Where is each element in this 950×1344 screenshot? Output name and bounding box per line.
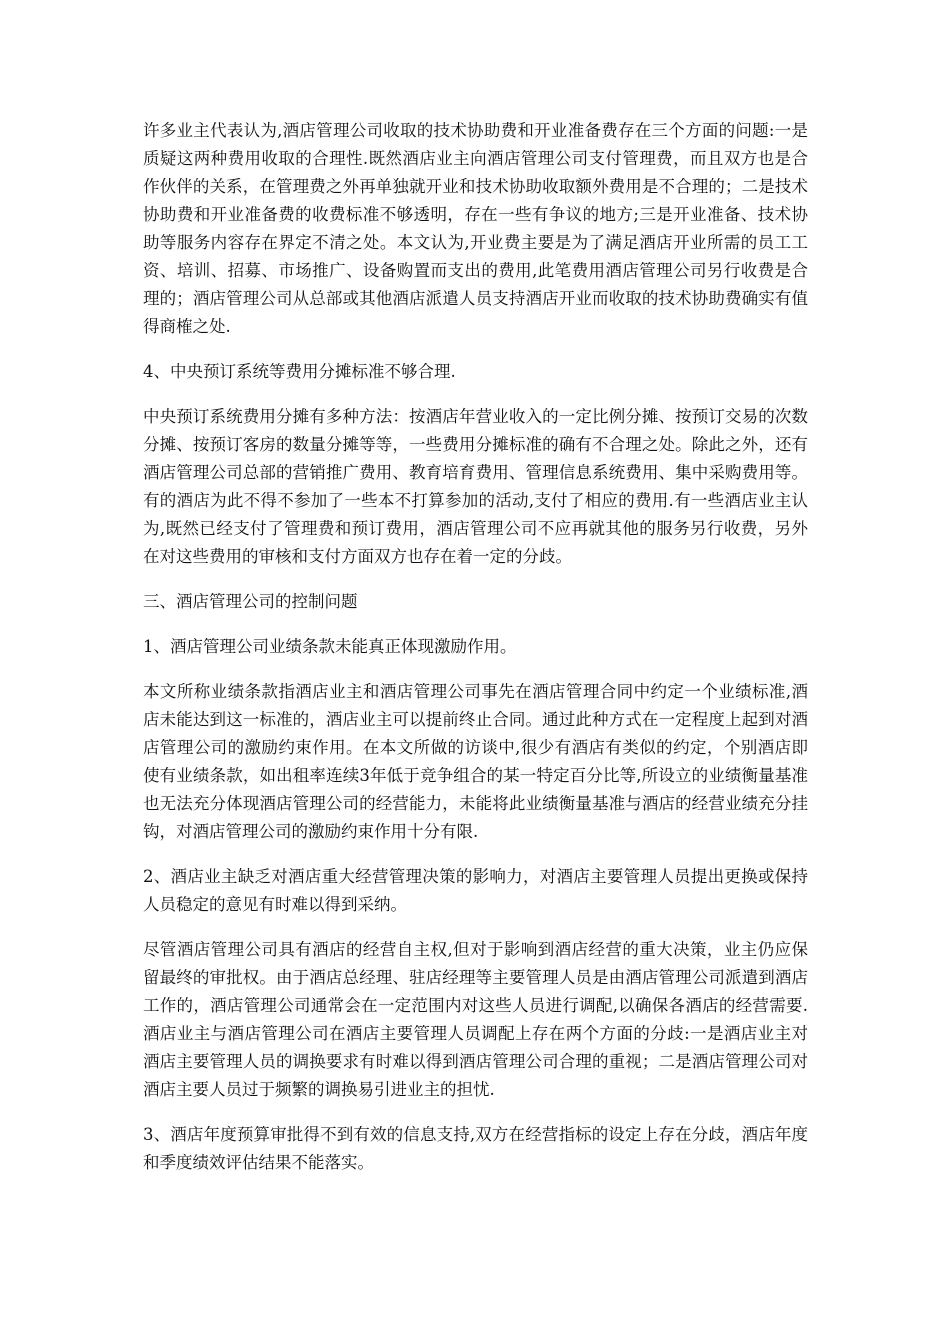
document-body [143,117,808,1194]
heading-owner-influence: 2、酒店业主缺乏对酒店重大经营管理决策的影响力，对酒店主要管理人员提出更换或保持人员稳定的意见有时难以得到采纳。 [143,867,808,914]
heading-annual-budget: 3、酒店年度预算审批得不到有效的信息支持,双方在经营指标的设定上存在分歧，酒店年度和季度绩效评估结果不能落实。 [143,1125,808,1172]
section-heading-control-issues: 三、酒店管理公司的控制问题 [143,592,358,611]
paragraph-central-reservation-fees: 中央预订系统费用分摊有多种方法：按酒店年营业收入的一定比例分摊、按预订交易的次数分摊、按预订客房的数量分摊等等，一些费用分摊标准的确有不合理之处。除此之外，还有酒店管理公司总部的营销推广费用、教育培育费用、管理信息系统费用、集中采购费用等。有的酒店为此不得不参加了一些本不打算参加的活动,支付了相应的费用.有一些酒店业主认为,既然已经支付了管理费和预订费用，酒店管理公司不应再就其他的服务另行收费，另外在对这些费用的审核和支付方面双方也存在着一定的分歧。 [143,407,808,566]
heading-performance-clause: 1、酒店管理公司业绩条款未能真正体现激励作用。 [143,637,517,656]
paragraph-performance-clause: 本文所称业绩条款指酒店业主和酒店管理公司事先在酒店管理合同中约定一个业绩标准,酒店未能达到这一标准的，酒店业主可以提前终止合同。通过此种方式在一定程度上起到对酒店管理公司的激励约束作用。在本文所做的访谈中,很少有酒店有类似的约定，个别酒店即使有业绩条款，如出租率连续3年低于竞争组合的某一特定百分比等,所设立的业绩衡量基准也无法充分体现酒店管理公司的经营能力，未能将此业绩衡量基准与酒店的经营业绩充分挂钩，对酒店管理公司的激励约束作用十分有限. [143,682,808,841]
paragraph-owner-influence: 尽管酒店管理公司具有酒店的经营自主权,但对于影响到酒店经营的重大决策，业主仍应保留最终的审批权。由于酒店总经理、驻店经理等主要管理人员是由酒店管理公司派遣到酒店工作的，酒店管理公司通常会在一定范围内对这些人员进行调配,以确保各酒店的经营需要.酒店业主与酒店管理公司在酒店主要管理人员调配上存在两个方面的分歧:一是酒店业主对酒店主要管理人员的调换要求有时难以得到酒店管理公司合理的重视；二是酒店管理公司对酒店主要人员过于频繁的调换易引进业主的担忧. [143,940,808,1099]
paragraph-fee-issues: 许多业主代表认为,酒店管理公司收取的技术协助费和开业准备费存在三个方面的问题:一是质疑这两种费用收取的合理性.既然酒店业主向酒店管理公司支付管理费，而且双方也是合作伙伴的关系，在管理费之外再单独就开业和技术协助收取额外费用是不合理的；二是技术协助费和开业准备费的收费标准不够透明，存在一些有争议的地方;三是开业准备、技术协助等服务内容存在界定不清之处。本文认为,开业费主要是为了满足酒店开业所需的员工工资、培训、招募、市场推广、设备购置而支出的费用,此笔费用酒店管理公司另行收费是合理的；酒店管理公司从总部或其他酒店派遣人员支持酒店开业而收取的技术协助费确实有值得商榷之处. [143,121,808,336]
heading-central-reservation-fees: 4、中央预订系统等费用分摊标准不够合理. [143,362,456,381]
